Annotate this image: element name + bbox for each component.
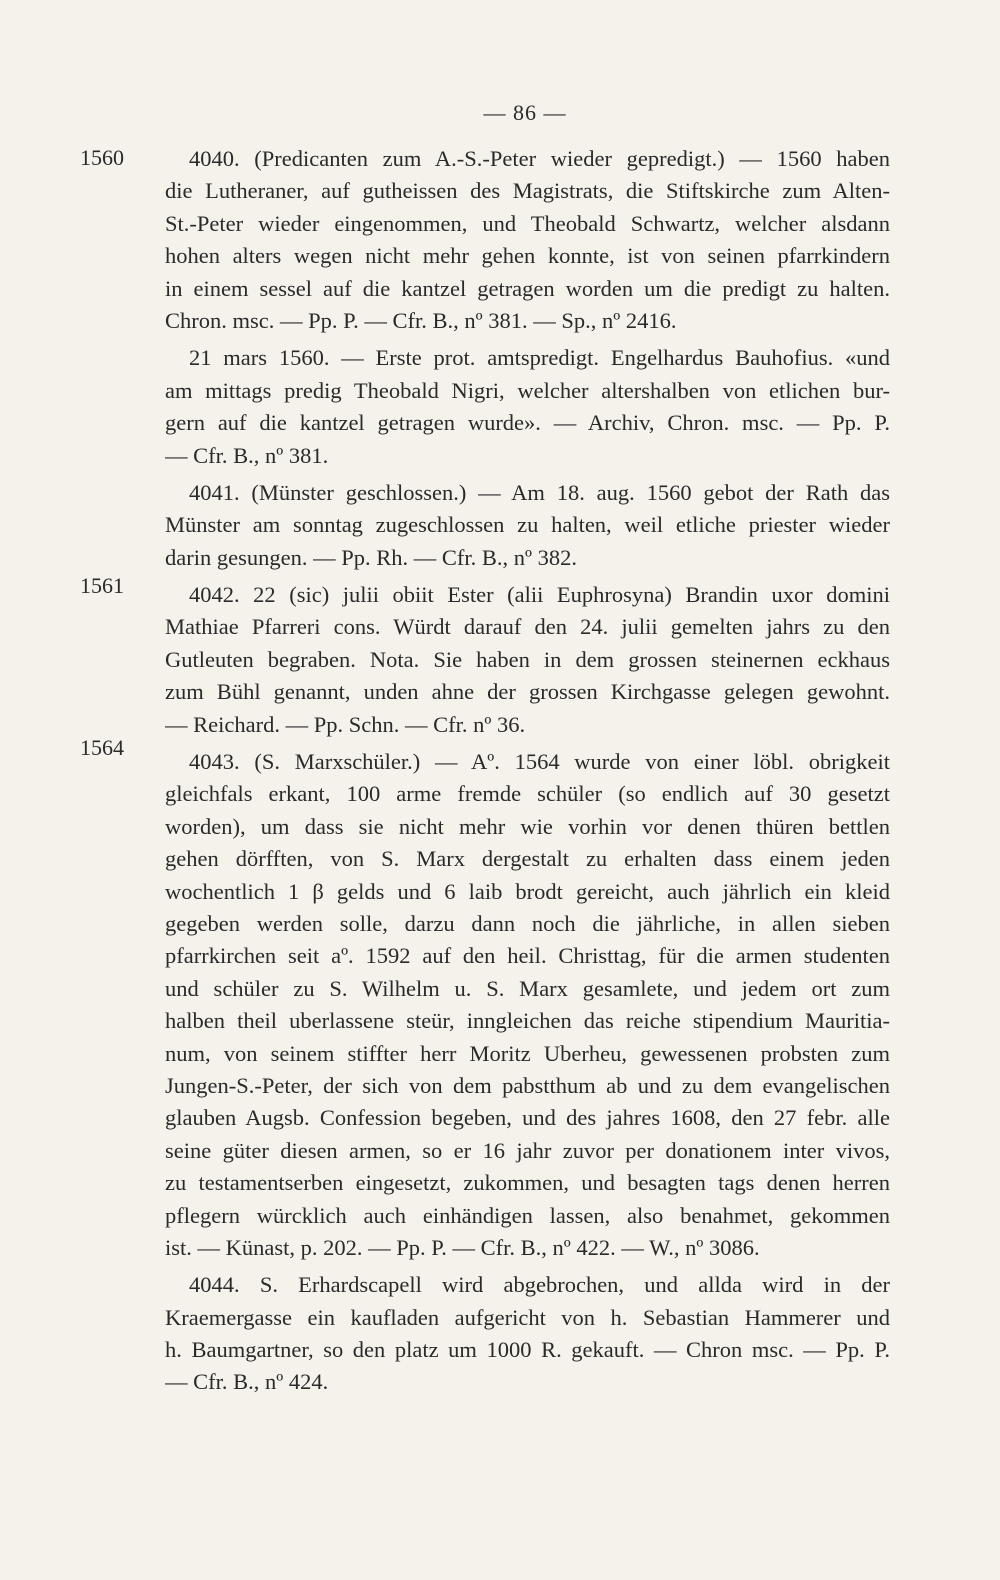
entries	[165, 143, 890, 1399]
text-line: — Cfr. B., nº 424.	[165, 1369, 329, 1395]
margin-year: 1561	[80, 573, 124, 598]
text-line: halben theil uberlassene steür, inngleichen das reiche stipendium Mauritia-	[165, 1008, 890, 1034]
text-line: — Reichard. — Pp. Schn. — Cfr. nº 36.	[165, 711, 526, 737]
text-line: worden), um dass sie nicht mehr wie vorhin vor denen thüren bettlen	[165, 813, 890, 839]
entry-4043	[165, 746, 890, 1264]
text-line: pflegern würcklich auch einhändigen lassen, also benahmet, gekommen	[165, 1202, 890, 1228]
entry-4040b	[165, 342, 890, 472]
entry-4041	[165, 477, 890, 574]
text-line: die Lutheraner, auf gutheissen des Magistrats, die Stiftskirche zum Alten-	[165, 178, 890, 204]
text-line: gleichfals erkant, 100 arme fremde schüler (so endlich auf 30 gesetzt	[165, 781, 890, 807]
text-line: 4042. 22 (sic) julii obiit Ester (alii Euphrosyna) Brandin uxor domini	[189, 582, 890, 608]
text-line: gegeben werden solle, darzu dann noch die jährliche, in allen sieben	[165, 910, 890, 936]
margin-year: 1564	[80, 735, 124, 760]
text-line: 4041. (Münster geschlossen.) — Am 18. aug. 1560 gebot der Rath das	[189, 479, 890, 505]
text-line: zu testamentserben eingesetzt, zukommen, und besagten tags denen herren	[165, 1170, 890, 1196]
entry-4040	[165, 143, 890, 337]
page-number: — 86 —	[483, 100, 567, 125]
text-line: Gutleuten begraben. Nota. Sie haben in dem grossen steinernen eckhaus	[165, 646, 890, 672]
text-line: num, von seinem stiffter herr Moritz Uberheu, gewessenen probsten zum	[165, 1040, 890, 1066]
text-line: gehen dörfften, von S. Marx dergestalt zu erhalten dass einem jeden	[165, 846, 890, 872]
text-line: pfarrkirchen seit aº. 1592 auf den heil. Christtag, für die armen studenten	[165, 943, 890, 969]
text-line: — Cfr. B., nº 381.	[165, 442, 329, 468]
text-line: Münster am sonntag zugeschlossen zu halten, weil etliche priester wieder	[165, 512, 890, 538]
text-line: glauben Augsb. Confession begeben, und des jahres 1608, den 27 febr. alle	[165, 1105, 890, 1131]
text-line: Mathiae Pfarreri cons. Würdt darauf den 24. julii gemelten jahrs zu den	[165, 614, 890, 640]
text-line: Jungen-S.-Peter, der sich von dem pabstthum ab und zu dem evangelischen	[165, 1072, 890, 1098]
text-line: h. Baumgartner, so den platz um 1000 R. gekauft. — Chron msc. — Pp. P.	[165, 1337, 890, 1363]
entry-4044	[165, 1269, 890, 1399]
entry-4042	[165, 579, 890, 741]
text-line: zum Bühl genannt, unden ahne der grossen Kirchgasse gelegen gewohnt.	[165, 679, 890, 705]
text-line: wochentlich 1 β gelds und 6 laib brodt gereicht, auch jährlich ein kleid	[165, 878, 890, 904]
text-line: 21 mars 1560. — Erste prot. amtspredigt. Engelhardus Bauhofius. «und	[189, 345, 890, 371]
text-line: 4043. (S. Marxschüler.) — Aº. 1564 wurde von einer löbl. obrigkeit	[189, 749, 890, 775]
text-line: Kraemergasse ein kaufladen aufgericht von h. Sebastian Hammerer und	[165, 1304, 890, 1330]
text-line: St.-Peter wieder eingenommen, und Theobald Schwartz, welcher alsdann	[165, 210, 890, 236]
text-line: seine güter diesen armen, so er 16 jahr zuvor per donationem inter vivos,	[165, 1137, 890, 1163]
text-line: ist. — Künast, p. 202. — Pp. P. — Cfr. B., nº 422. — W., nº 3086.	[165, 1234, 760, 1260]
margin-year: 1560	[80, 145, 124, 170]
text-line: gern auf die kantzel getragen wurde». — Archiv, Chron. msc. — Pp. P.	[165, 410, 890, 436]
text-line: und schüler zu S. Wilhelm u. S. Marx gesamlete, und jedem ort zum	[165, 975, 890, 1001]
text-line: Chron. msc. — Pp. P. — Cfr. B., nº 381. — Sp., nº 2416.	[165, 307, 677, 333]
text-line: 4040. (Predicanten zum A.-S.-Peter wieder gepredigt.) — 1560 haben	[189, 146, 890, 171]
text-line: in einem sessel auf die kantzel getragen worden um die predigt zu halten.	[165, 275, 890, 301]
text-line: hohen alters wegen nicht mehr gehen konnte, ist von seinen pfarrkindern	[165, 243, 890, 269]
text-line: am mittags predig Theobald Nigri, welcher altershalben von etlichen bur-	[165, 377, 890, 403]
text-line: 4044. S. Erhardscapell wird abgebrochen, und allda wird in der	[189, 1272, 890, 1298]
text-line: darin gesungen. — Pp. Rh. — Cfr. B., nº 382.	[165, 544, 577, 570]
